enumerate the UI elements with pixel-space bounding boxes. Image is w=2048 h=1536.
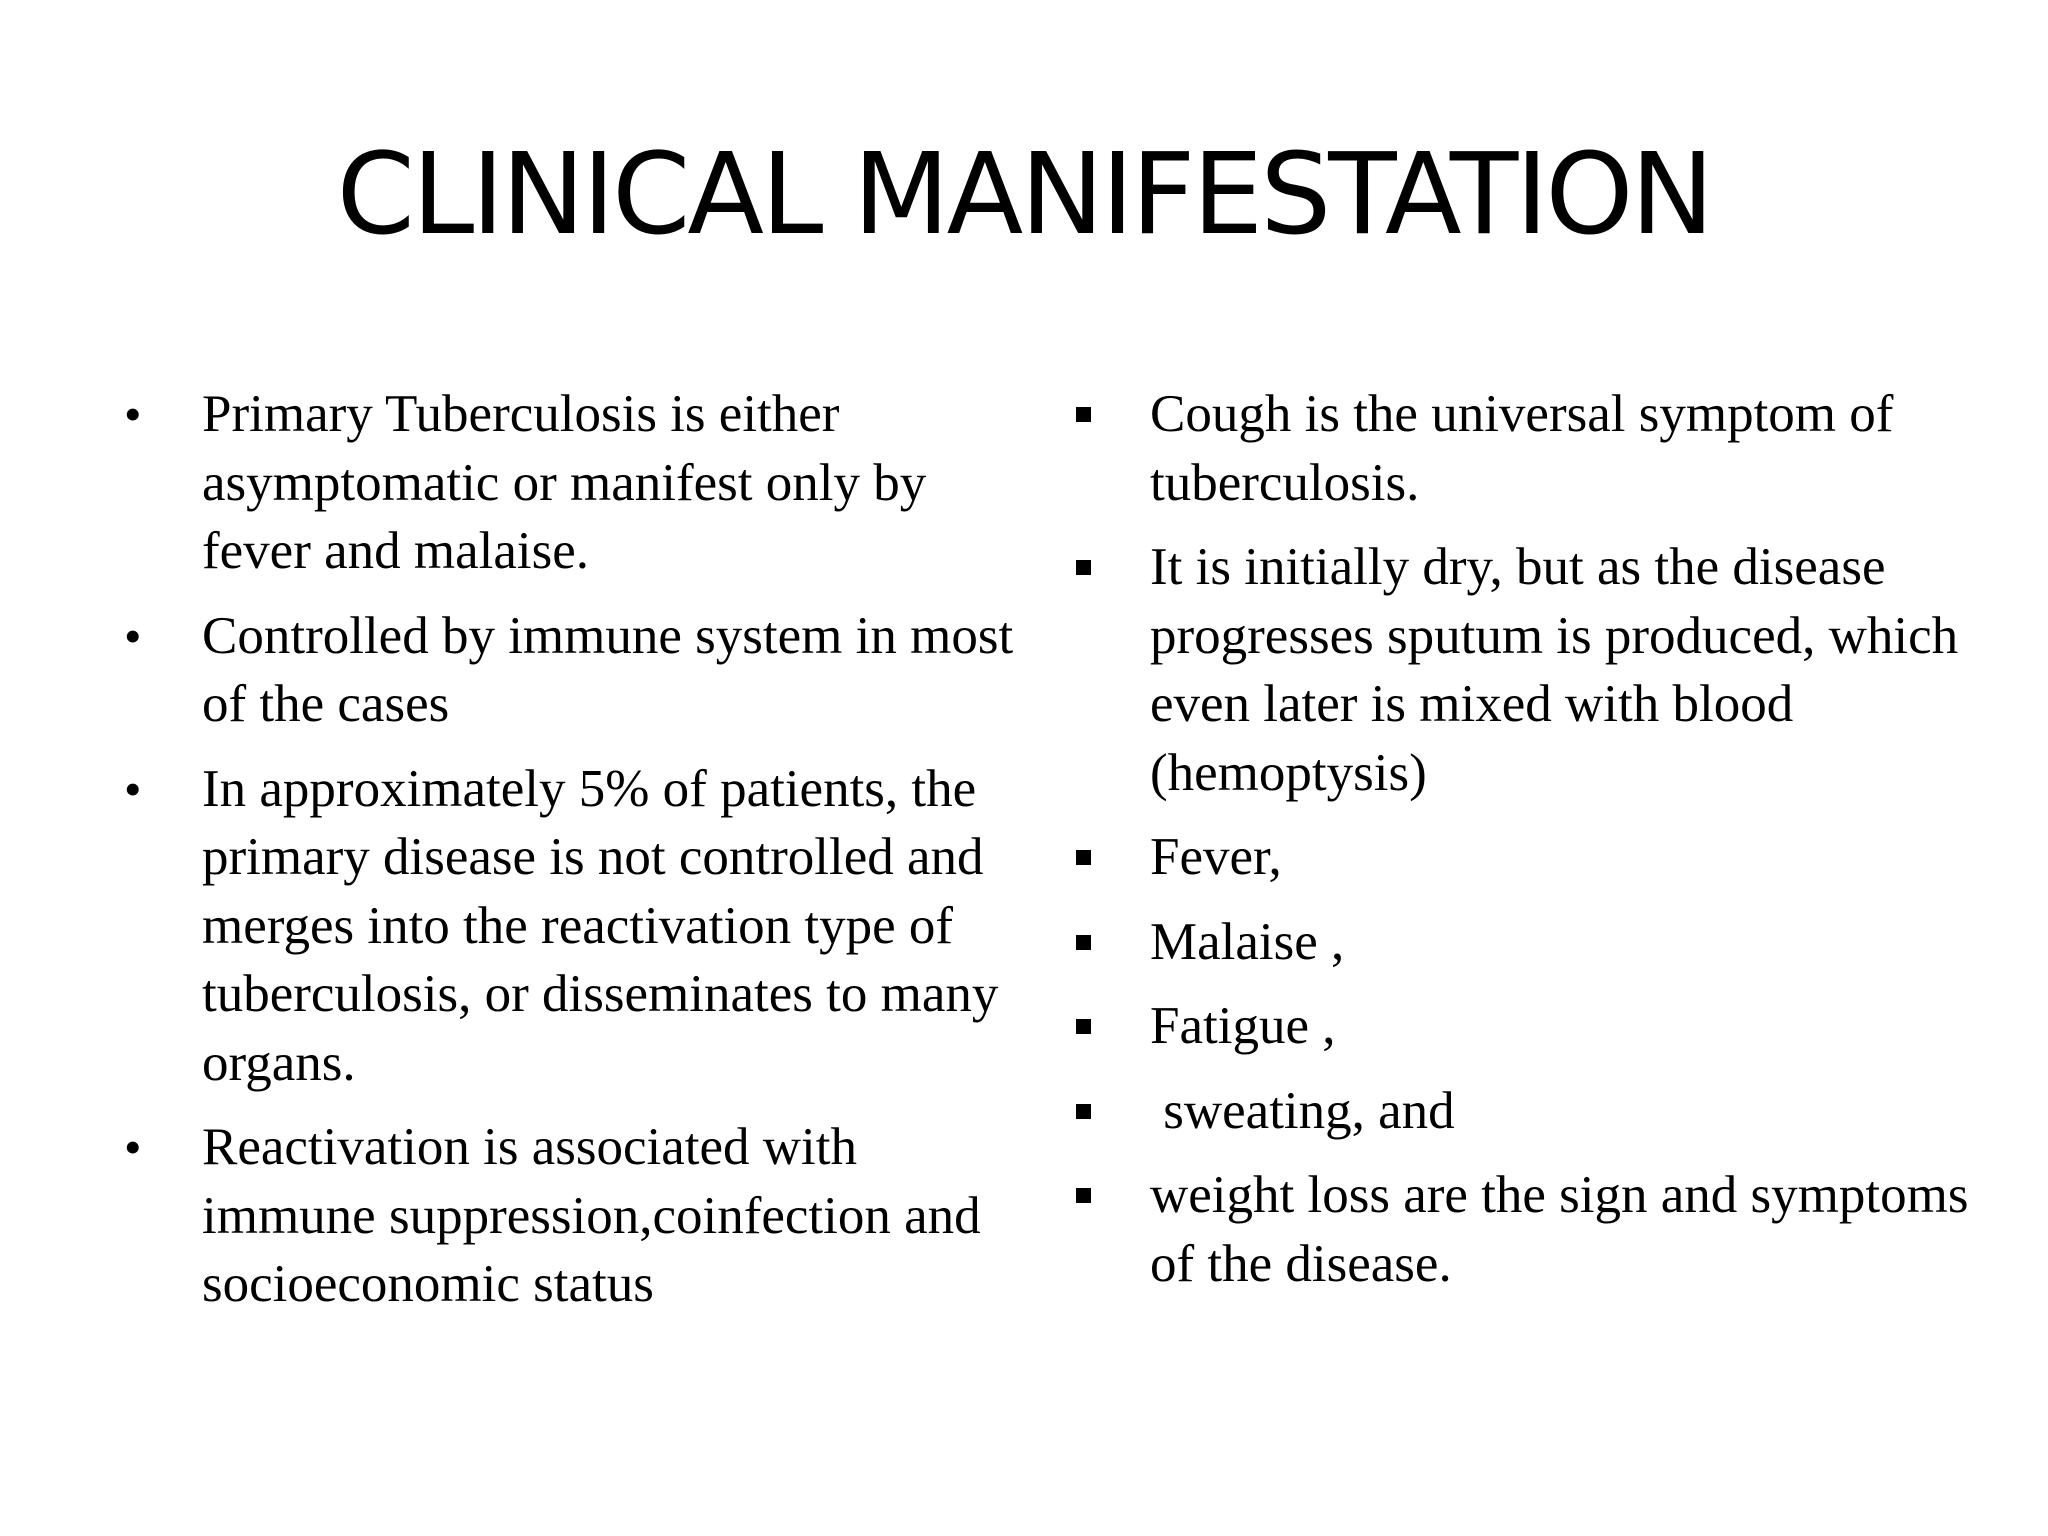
bullet-text: Fatigue , <box>1150 997 1336 1055</box>
square-bullet-icon <box>1076 560 1091 575</box>
bullet-text: Primary Tuberculosis is either asymptomatic or manifest only by fever and malaise. <box>202 385 927 580</box>
bullet-icon: • <box>124 607 142 664</box>
square-bullet-icon <box>1076 407 1091 422</box>
bullet-text: Malaise , <box>1150 912 1345 971</box>
square-bullet-icon <box>1076 850 1091 865</box>
square-bullet-icon <box>1076 935 1091 950</box>
bullet-text: Reactivation is associated with immune suppression,coinfection and socioeconomic status <box>202 1118 981 1313</box>
bullet-text: Controlled by immune system in most of the cases <box>202 606 1014 733</box>
bullet-text: In approximately 5% of patients, the primary disease is not controlled and merges into the reactivation type of tuberculosis, or disseminates to many organs. <box>202 759 999 1092</box>
slide-title: CLINICAL MANIFESTATION <box>336 130 1712 260</box>
square-bullet-icon <box>1076 1104 1091 1119</box>
list-item <box>1068 1161 2008 1298</box>
bullet-text: Cough is the universal symptom of tuberculosis. <box>1150 385 1894 512</box>
bullet-text: Fever, <box>1150 828 1282 886</box>
list-item <box>120 755 1020 1098</box>
bullet-icon: • <box>124 760 142 817</box>
bullet-icon: • <box>124 1119 142 1175</box>
list-item <box>120 1113 1020 1319</box>
list-item <box>1068 823 2008 892</box>
list-item <box>120 602 1020 739</box>
list-item <box>120 380 1020 586</box>
right-bullet-list <box>1068 380 2008 1314</box>
bullet-text: It is initially dry, but as the disease progresses sputum is produced, which even later is mixed with blood (hemoptysis) <box>1150 538 1959 802</box>
list-item <box>1068 1077 2008 1146</box>
bullet-text: weight loss are the sign and symptoms of the disease. <box>1150 1166 1969 1293</box>
list-item <box>1068 992 2008 1061</box>
list-item <box>1068 908 2008 977</box>
list-item <box>1068 533 2008 807</box>
square-bullet-icon <box>1076 1188 1091 1203</box>
bullet-text: sweating, and <box>1150 1081 1455 1140</box>
left-bullet-list <box>120 380 1020 1335</box>
bullet-icon: • <box>124 386 142 442</box>
square-bullet-icon <box>1076 1019 1091 1034</box>
list-item <box>1068 380 2008 517</box>
